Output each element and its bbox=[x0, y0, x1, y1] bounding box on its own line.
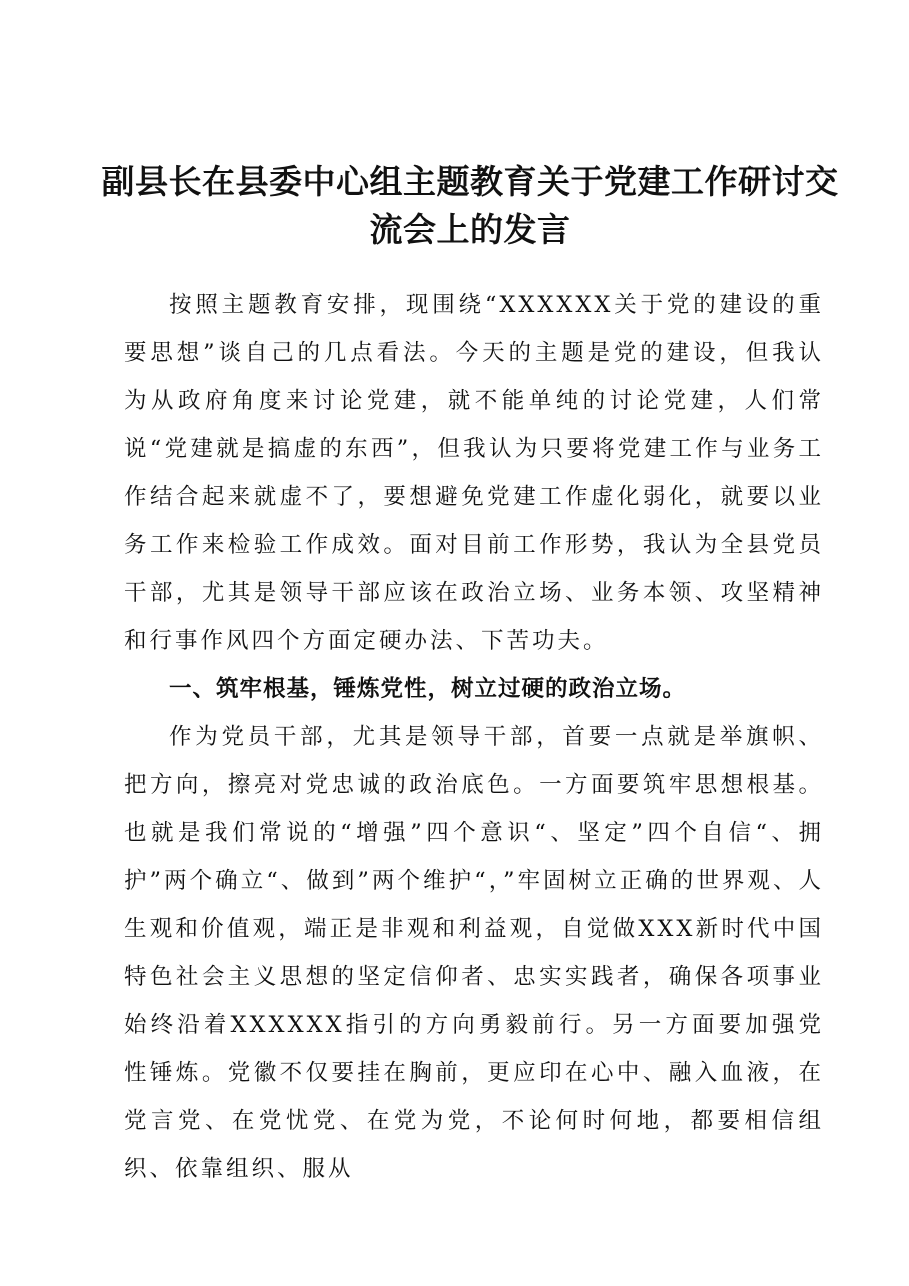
section-heading: 一、筑牢根基，锤炼党性，树立过硬的政治立场。 bbox=[169, 676, 687, 702]
intro-paragraph: 按照主题教育安排，现围绕“XXXXXX关于党的建设的重要思想”谈自己的几点看法。今天的主题是党的建设，但我认为从政府角度来讨论党建，就不能单纯的讨论党建，人们常说“党建就是搞虚的东西”，但我认为只要将党建工作与业务工作结合起来就虚不了，要想避免党建工作虚化弱化，就要以业务工作来检验工作成效。面对目前工作形势，我认为全县党员干部，尤其是领导干部应该在政治立场、业务本领、攻坚精神和行事作风四个方面定硬办法、下苦功夫。 bbox=[124, 292, 824, 654]
document-body bbox=[124, 281, 824, 1193]
section-paragraph: 作为党员干部，尤其是领导干部，首要一点就是举旗帜、把方向，擦亮对党忠诚的政治底色。一方面要筑牢思想根基。也就是我们常说的“增强”四个意识“、坚定”四个自信“、拥护”两个确立“、做到”两个维护“，”牢固树立正确的世界观、人生观和价值观，端正是非观和利益观，自觉做XXX新时代中国特色社会主义思想的坚定信仰者、忠实实践者，确保各项事业始终沿着XXXXXX指引的方向勇毅前行。另一方面要加强党性锤炼。党徽不仅要挂在胸前，更应印在心中、融入血液，在党言党、在党忧党、在党为党，不论何时何地，都要相信组织、依靠组织、服从 bbox=[124, 724, 824, 1182]
document-title: 副县长在县委中心组主题教育关于党建工作研讨交流会上的发言 bbox=[101, 162, 839, 249]
